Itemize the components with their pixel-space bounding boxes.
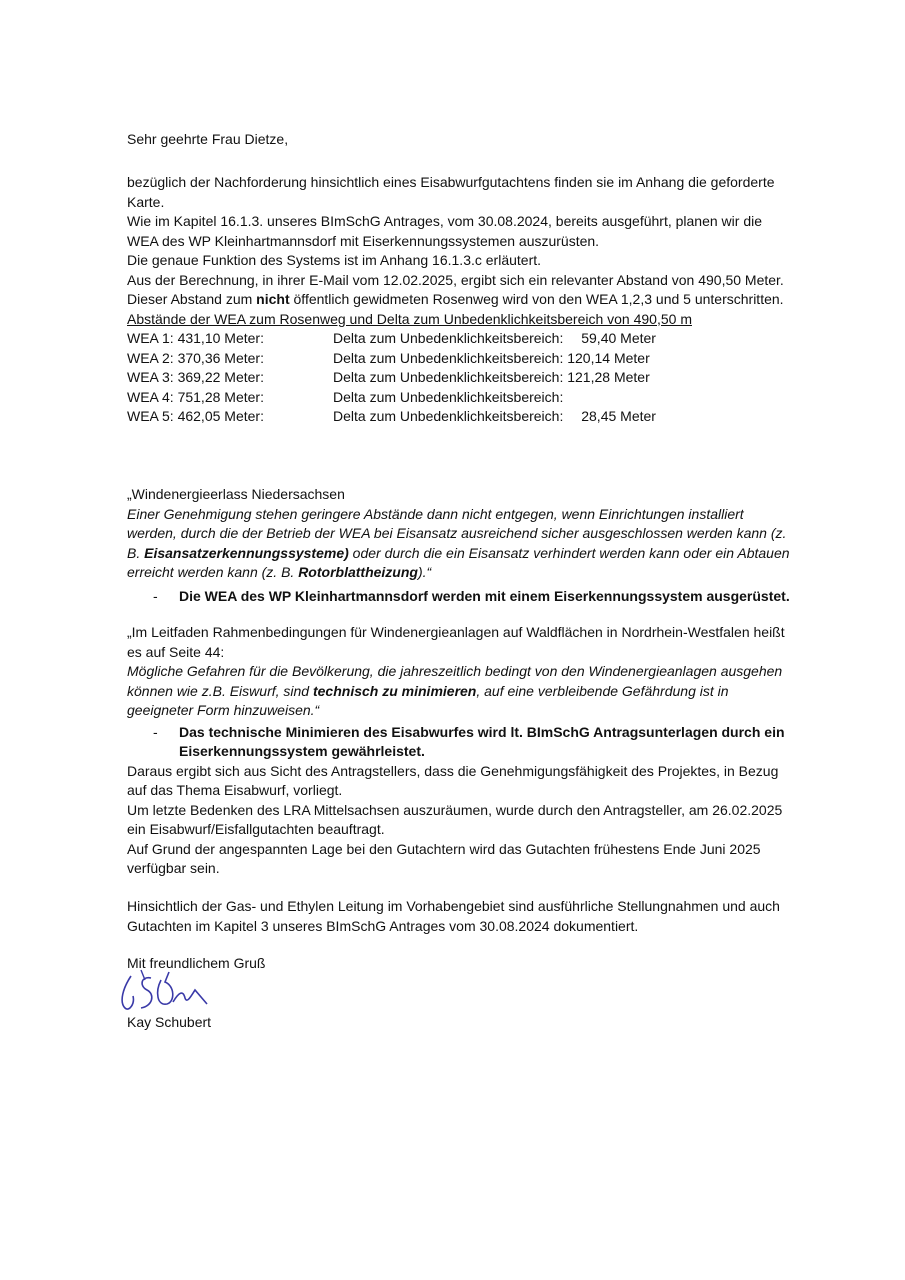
quote-text: Einer Genehmigung stehen geringere Abstände dann nicht entgegen, wenn Einrichtungen installiert werden, durch die der Betrieb der WEA bei Eisansatz ausreichend sicher ausgeschlossen werden kann (z. B. Eisansatzerkennungssysteme) oder durch die ein Eisansatz verhindert werden kann oder ein Abtauen erreicht werden kann (z. B. Rotorblattheizung).“ (127, 505, 790, 580)
table-row: WEA 3: 369,22 Meter: Delta zum Unbedenklichkeitsbereich: 121,28 Meter (127, 369, 650, 385)
quote-title: „Windenergieerlass Niedersachsen (127, 486, 345, 502)
dash-icon: - (153, 587, 158, 604)
intro-paragraph: Aus der Berechnung, in ihrer E-Mail vom 12.02.2025, ergibt sich ein relevanter Abstand von 490,50 Meter. (127, 271, 784, 288)
conclusion-paragraph: Daraus ergibt sich aus Sicht des Antragstellers, dass die Genehmigungsfähigkeit des Projektes, in Bezug auf das Thema Eisabwurf, vorliegt. (127, 762, 779, 798)
conclusion-paragraph: Auf Grund der angespannten Lage bei den Gutachtern wird das Gutachten frühestens Ende Juni 2025 verfügbar sein. (127, 840, 761, 876)
greeting: Sehr geehrte Frau Dietze, (127, 131, 289, 147)
table-row: WEA 1: 431,10 Meter: Delta zum Unbedenklichkeitsbereich: 59,40 Meter (127, 330, 656, 346)
gas-paragraph: Hinsichtlich der Gas- und Ethylen Leitung im Vorhabengebiet sind ausführliche Stellungnahmen und auch Gutachten im Kapitel 3 unseres BImSchG Antrages vom 30.08.2024 dokumentiert. (127, 898, 780, 934)
table-row: WEA 5: 462,05 Meter: Delta zum Unbedenklichkeitsbereich: 28,45 Meter (127, 408, 656, 424)
closing: Mit freundlichem Gruß (127, 955, 266, 971)
quote-nrw (127, 623, 792, 879)
intro-paragraph: bezüglich der Nachforderung hinsichtlich eines Eisabwurfgutachtens finden sie im Anhang die geforderte Karte. (127, 174, 775, 210)
distance-table (127, 329, 656, 427)
intro-paragraph: Die genaue Funktion des Systems ist im Anhang 16.1.3.c erläutert. (127, 252, 542, 268)
intro-block (127, 173, 787, 427)
bullet-item: - Das technische Minimieren des Eisabwurfes wird lt. BImSchG Antragsunterlagen durch ein Eiserkennungssystem gewährleistet. (127, 723, 792, 762)
quote-niedersachsen (127, 485, 792, 606)
intro-paragraph: Wie im Kapitel 16.1.3. unseres BImSchG Antrages, vom 30.08.2024, bereits ausgeführt, planen wir die WEA des WP Kleinhartmannsdorf mit Eiserkennungssystemen auszurüsten. (127, 213, 763, 249)
quote-text: Mögliche Gefahren für die Bevölkerung, die jahreszeitlich bedingt von den Windenergieanlagen ausgehen können wie z.B. Eiswurf, sind technisch zu minimieren, auf eine verbleibende Gefährdung ist in geeigneter Form hinzuweisen.“ (127, 663, 783, 718)
distance-paragraph: Dieser Abstand zum nicht öffentlich gewidmeten Rosenweg wird von den WEA 1,2,3 und 5 unterschritten. (127, 291, 784, 307)
table-heading: Abstände der WEA zum Rosenweg und Delta zum Unbedenklichkeitsbereich von 490,50 m (127, 310, 692, 327)
quote-title: „Im Leitfaden Rahmenbedingungen für Windenergieanlagen auf Waldflächen in Nordrhein-Westfalen heißt es auf Seite 44: (127, 624, 785, 660)
table-row: WEA 2: 370,36 Meter: Delta zum Unbedenklichkeitsbereich: 120,14 Meter (127, 349, 650, 366)
conclusion-paragraph: Um letzte Bedenken des LRA Mittelsachsen auszuräumen, wurde durch den Antragsteller, am 26.02.2025 ein Eisabwurf/Eisfallgutachten beauftragt. (127, 801, 783, 837)
bullet-item: - Die WEA des WP Kleinhartmannsdorf werden mit einem Eiserkennungssystem ausgerüstet. (127, 587, 792, 607)
signer-name: Kay Schubert (127, 1014, 212, 1030)
dash-icon: - (153, 723, 158, 740)
table-row: WEA 4: 751,28 Meter: Delta zum Unbedenklichkeitsbereich: (127, 388, 564, 405)
